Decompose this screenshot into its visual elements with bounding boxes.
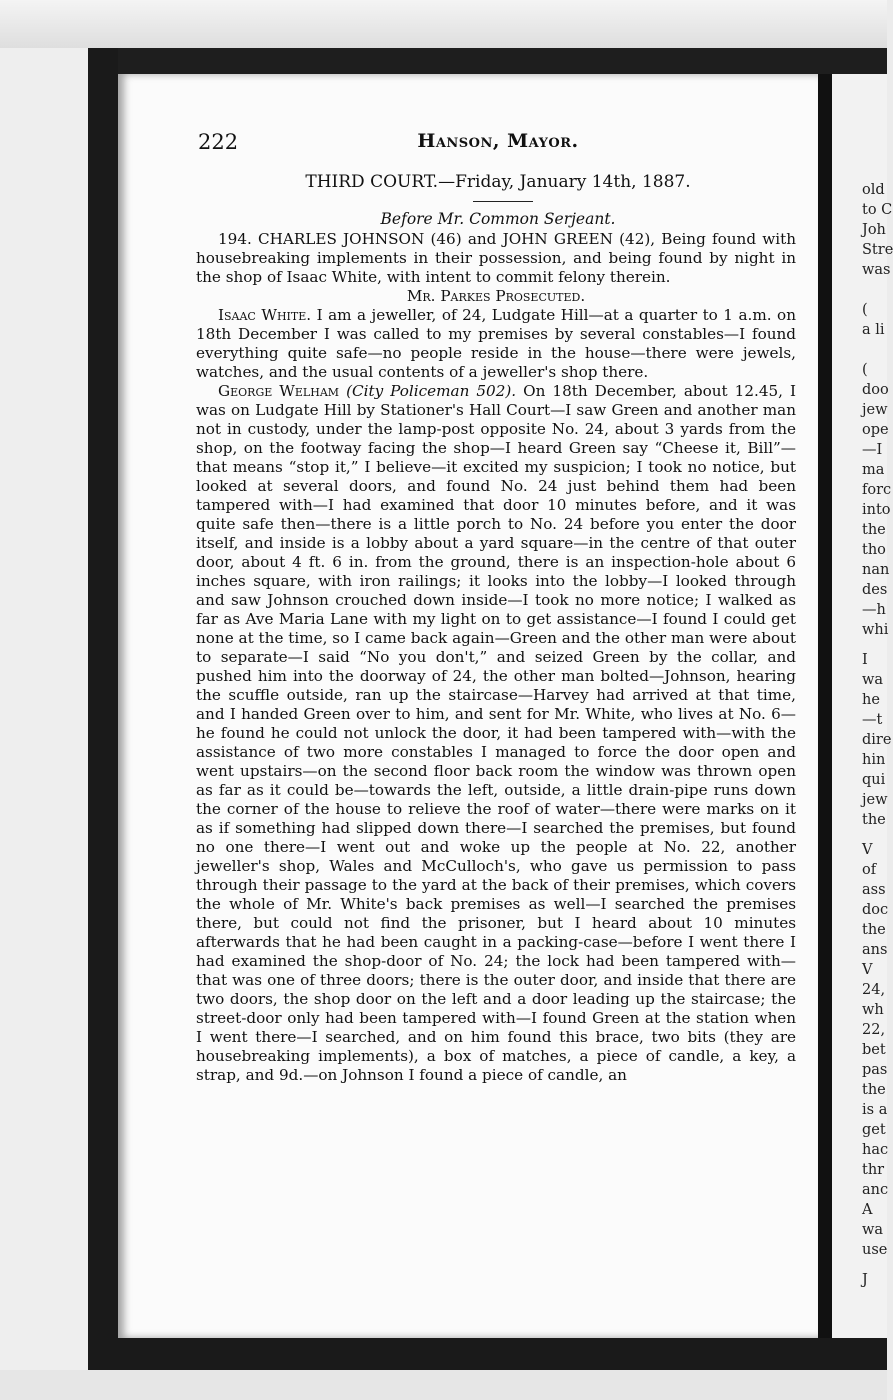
heading-rule (473, 201, 533, 202)
facing-page-fragment: the (862, 922, 886, 938)
facing-page-fragment: old (862, 182, 885, 198)
scan-top-edge (0, 0, 887, 48)
facing-page-fragment: of (862, 862, 877, 878)
facing-page-fragment: jew (862, 402, 888, 418)
facing-page-fragment: Joh (862, 222, 886, 238)
prosecuted-line: Mr. Parkes Prosecuted. (406, 287, 586, 305)
facing-page-fragment: pas (862, 1062, 888, 1078)
facing-page-fragment: he (862, 692, 880, 708)
binding-gutter (818, 74, 832, 1338)
facing-page-fragment: get (862, 1122, 886, 1138)
witness-testimony: I am a jeweller, of 24, Ludgate Hill—at a quarter to 1 a.m. on 18th December I was called to my premises by several constables—I found everything quite safe—no people reside in the house—there were jewels, watches, and the usual contents of a jeweller's shop there. (196, 306, 796, 381)
witness-name: George Welham (218, 382, 340, 400)
binding-frame-top (88, 48, 887, 74)
facing-page-fragment: —h (862, 602, 886, 618)
witness-role: (City Policeman 502). (346, 382, 517, 400)
body-text (196, 230, 796, 1085)
facing-page-fragment: V (862, 842, 873, 858)
facing-page-fragment: ( (862, 362, 868, 378)
facing-page-fragment: wa (862, 672, 884, 688)
scan-left-margin (0, 48, 88, 1370)
scan-bottom-edge (0, 1370, 887, 1400)
court-heading: THIRD COURT.—Friday, January 14th, 1887. (305, 172, 691, 192)
facing-page-fragment: doo (862, 382, 889, 398)
facing-page-fragment: qui (862, 772, 886, 788)
facing-page-fragment: tho (862, 542, 886, 558)
case-paragraph: 194. CHARLES JOHNSON (46) and JOHN GREEN (42), Being found with housebreaking implements in their possession, and being found by night in the shop of Isaac White, with intent to commit felony therein. (196, 230, 796, 286)
facing-page-fragment: hin (862, 752, 886, 768)
facing-page-fragment: Stre (862, 242, 893, 258)
binding-frame-bottom (88, 1338, 887, 1370)
facing-page-fragment: was (862, 262, 891, 278)
facing-page-fragment: forc (862, 482, 892, 498)
facing-page-fragment: a li (862, 322, 885, 338)
facing-page-fragment: des (862, 582, 888, 598)
facing-page-fragment: the (862, 522, 886, 538)
facing-page-fragment: wa (862, 1222, 884, 1238)
facing-page-fragment: bet (862, 1042, 886, 1058)
facing-page-fragment: jew (862, 792, 888, 808)
facing-page-fragment: into (862, 502, 891, 518)
facing-page-fragment: ope (862, 422, 889, 438)
facing-page-fragment: 24, (862, 982, 886, 998)
facing-page-fragment: V (862, 962, 873, 978)
before-judge-line: Before Mr. Common Serjeant. (380, 210, 616, 228)
facing-page-fragment: nan (862, 562, 890, 578)
facing-page-fragment: —I (862, 442, 883, 458)
facing-page-fragment: I (862, 652, 868, 668)
facing-page-fragment: the (862, 1082, 886, 1098)
facing-page-fragment: ma (862, 462, 885, 478)
facing-page-fragment: ( (862, 302, 868, 318)
facing-page-fragment: ass (862, 882, 886, 898)
binding-frame-left (88, 48, 118, 1370)
page-number: 222 (198, 130, 239, 154)
witness-name: Isaac White. (218, 306, 312, 324)
facing-page-fragment: dire (862, 732, 892, 748)
facing-page-fragment: hac (862, 1142, 889, 1158)
witness-testimony: On 18th December, about 12.45, I was on Ludgate Hill by Stationer's Hall Court—I saw Green and another man not in custody, under the lamp-post opposite No. 24, about 3 yards from the shop, on the footway facing the shop—I heard Green say “Cheese it, Bill”—that means “stop it,” I believe—it excited my suspicion; I took no notice, but looked at several doors, and found No. 24 just behind them had been tampered with—I had examined that door 10 minutes before, and it was quite safe then—there is a little porch to No. 24 before you enter the door itself, and inside is a lobby about a yard square—in the centre of that outer door, about 4 ft. 6 in. from the ground, there is an inspection-hole about 6 inches square, with iron railings; it looks into the lobby—I looked through and saw Johnson crouched down inside—I took no more notice; I walked as far as Ave Maria Lane with my light on to get assistance—I found I could get none at the time, so I came back again—Green and the other man were about to separate—I said “No you don't,” and seized Green by the collar, and pushed him into the doorway of 24, the other man bolted—Johnson, hearing the scuffle outside, ran up the staircase—Harvey had arrived at that time, and I handed Green over to him, and sent for Mr. White, who lives at No. 6—he found he could not unlock the door, it had been tampered with—with the assistance of two more constables I managed to force the door open and went upstairs—on the second floor back room the window was thrown open as far as it could be—towards the left, outside, a little drain-pipe runs down the corner of the house to relieve the roof of water—there were marks on it as if something had slipped down there—I searched the premises, but found no one there—I went out and woke up the people at No. 22, another jeweller's shop, Wales and McCulloch's, who gave us permission to pass through their passage to the yard at the back of their premises, which covers the whole of Mr. White's back premises as well—I searched the premises there, but could not find the prisoner, but I heard about 10 minutes afterwards that he had been caught in a packing-case—before I went there I had examined the shop-door of No. 24; the lock had been tampered with—that was one of three doors; there is the outer door, and inside that there are two doors, the shop door on the left and a door leading up the staircase; the street-door only had been tampered with—I found Green at the station when I went there—I searched, and on him found this brace, two bits (they are housebreaking implements), a box of matches, a piece of candle, a key, a strap, and 9d.—on Johnson I found a piece of candle, an (196, 382, 797, 1084)
facing-page-fragment: doc (862, 902, 889, 918)
facing-page-fragment: thr (862, 1162, 885, 1178)
facing-page-fragment: to C (862, 202, 893, 218)
facing-page-fragment: the (862, 812, 886, 828)
facing-page-fragment: use (862, 1242, 888, 1258)
facing-page-fragment: —t (862, 712, 883, 728)
facing-page-fragment: 22, (862, 1022, 886, 1038)
facing-page-fragment: anc (862, 1182, 889, 1198)
facing-page-fragment: is a (862, 1102, 888, 1118)
facing-page-fragment: J (862, 1272, 868, 1288)
facing-page-fragment: whi (862, 622, 889, 638)
witness-george-welham (196, 382, 796, 1085)
witness-isaac-white (196, 306, 796, 382)
facing-page-fragment: A (862, 1202, 873, 1218)
running-head-title: Hanson, Mayor. (417, 130, 579, 152)
facing-page-strip (832, 74, 893, 1338)
facing-page-fragment: wh (862, 1002, 884, 1018)
document-page (118, 74, 818, 1338)
running-head (198, 130, 798, 158)
facing-page-fragment: ans (862, 942, 888, 958)
